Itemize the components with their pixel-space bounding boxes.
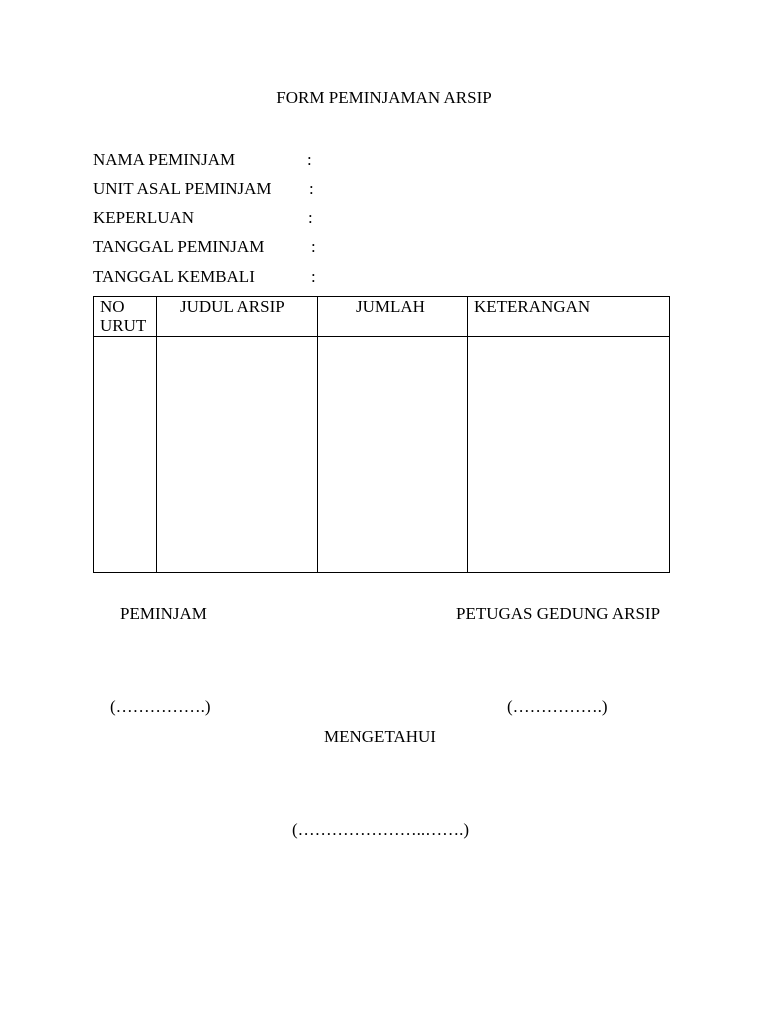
header-keterangan-label: KETERANGAN — [474, 297, 591, 316]
officer-signature-line: (…………….) — [507, 697, 608, 716]
field-label: UNIT ASAL PEMINJAM — [93, 179, 272, 198]
acknowledge-signature-line: (…………………..…….) — [292, 820, 470, 839]
field-label: NAMA PEMINJAM — [93, 150, 236, 169]
header-no-line2: URUT — [100, 316, 147, 335]
cell-keterangan[interactable] — [468, 337, 670, 573]
field-separator: : — [311, 267, 316, 286]
header-no-line1: NO — [100, 297, 125, 316]
field-label: TANGGAL PEMINJAM — [93, 237, 265, 256]
cell-judul-arsip[interactable] — [157, 337, 318, 573]
header-jumlah — [318, 297, 468, 337]
borrower-label: PEMINJAM — [120, 604, 207, 623]
header-judul-label: JUDUL ARSIP — [180, 297, 285, 316]
field-separator: : — [311, 237, 316, 256]
field-label: KEPERLUAN — [93, 208, 195, 227]
field-separator: : — [308, 208, 313, 227]
table-row — [94, 337, 670, 573]
header-judul-arsip — [157, 297, 318, 337]
field-separator: : — [309, 179, 314, 198]
header-no-urut — [94, 297, 157, 337]
officer-label: PETUGAS GEDUNG ARSIP — [456, 604, 661, 623]
cell-jumlah[interactable] — [318, 337, 468, 573]
form-title: FORM PEMINJAMAN ARSIP — [276, 88, 492, 107]
field-label: TANGGAL KEMBALI — [93, 267, 255, 286]
acknowledge-label: MENGETAHUI — [324, 727, 436, 746]
table-header-row — [94, 297, 670, 337]
field-separator: : — [307, 150, 312, 169]
cell-no-urut[interactable] — [94, 337, 157, 573]
borrower-signature-line: (…………….) — [110, 697, 211, 716]
header-keterangan — [468, 297, 670, 337]
archive-table — [93, 296, 670, 573]
header-jumlah-label: JUMLAH — [356, 297, 425, 316]
